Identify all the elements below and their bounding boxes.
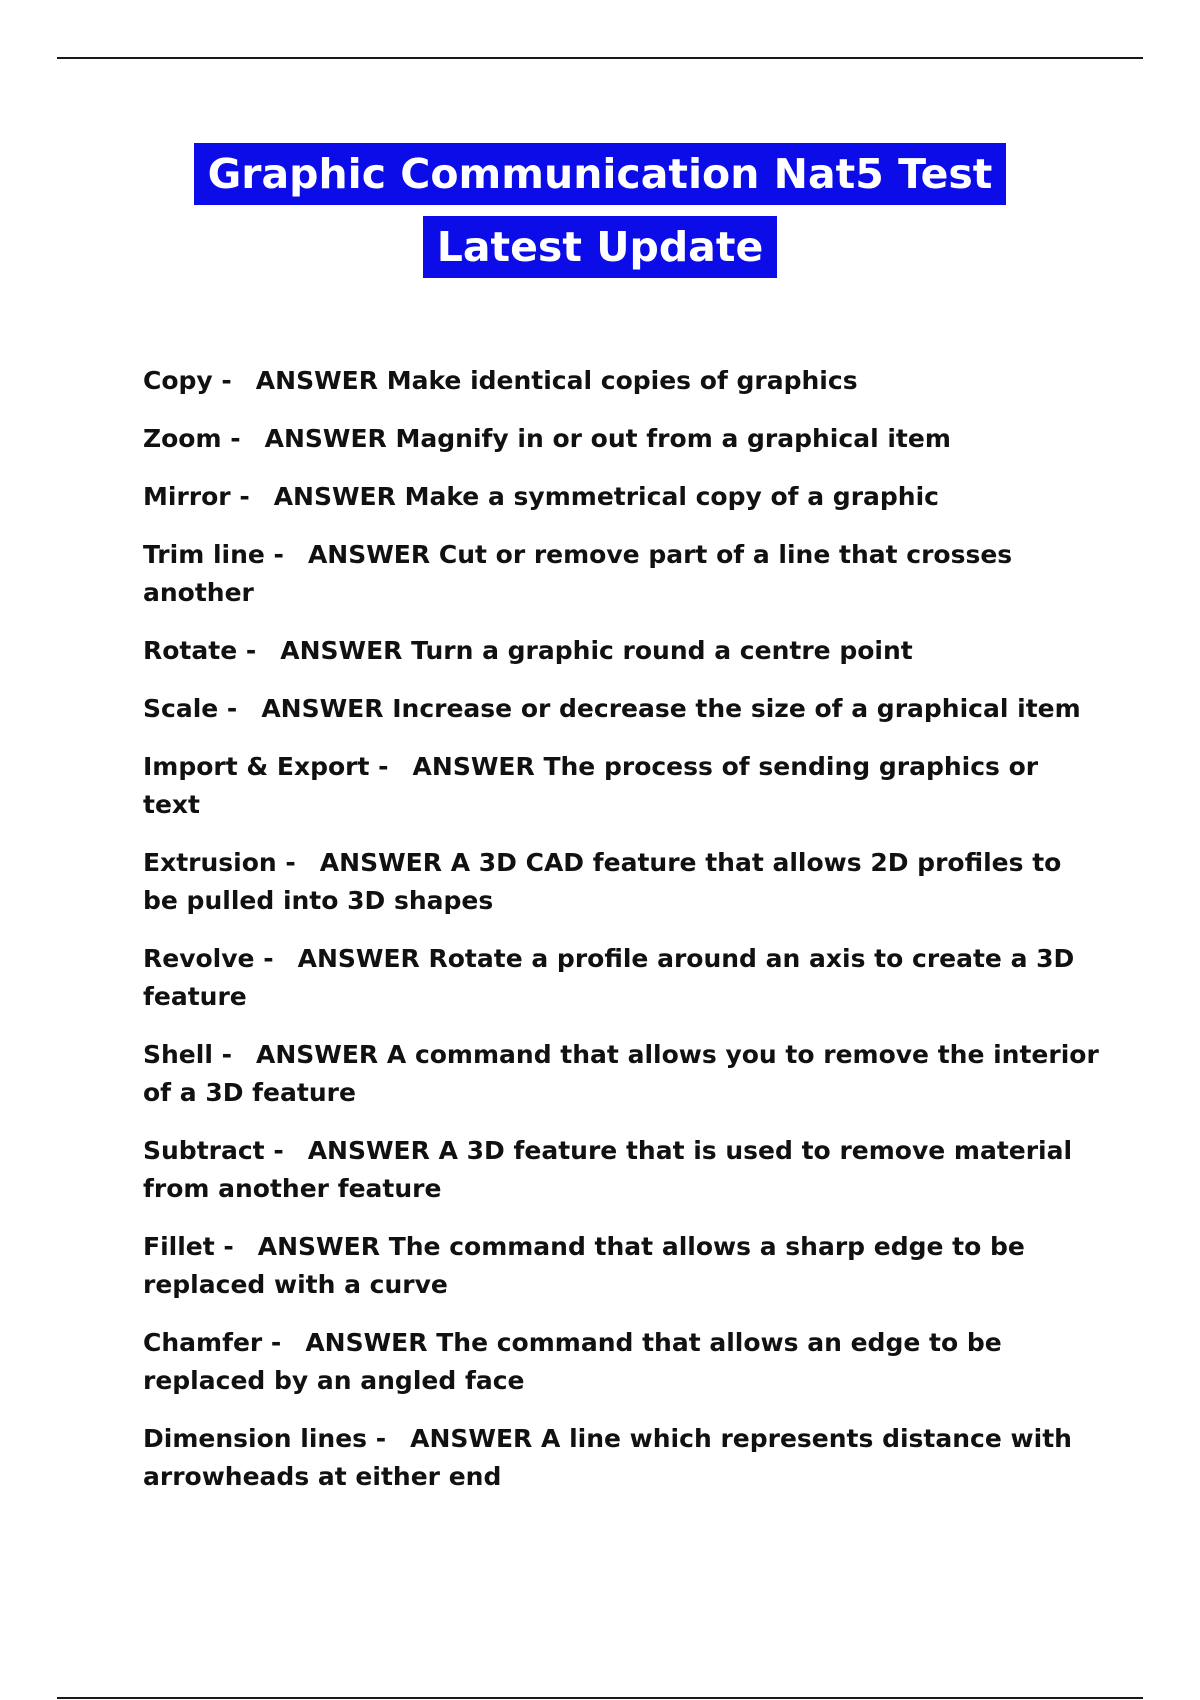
answer-label: ANSWER [319, 848, 442, 877]
answer-label: ANSWER [410, 1424, 533, 1453]
qa-answer: The process of sending graphics or text [143, 752, 1039, 819]
qa-item-chamfer [143, 1324, 1103, 1400]
qa-item-extrusion [143, 844, 1103, 920]
qa-term: Chamfer - [143, 1328, 282, 1357]
answer-label: ANSWER [307, 540, 431, 569]
answer-label: ANSWER [307, 1136, 430, 1165]
qa-answer: The command that allows a sharp edge to be replaced with a curve [143, 1232, 1025, 1299]
qa-item-mirror [143, 478, 1103, 516]
qa-item-revolve [143, 940, 1103, 1016]
answer-label: ANSWER [297, 944, 420, 973]
qa-answer: Magnify in or out from a graphical item [395, 424, 951, 453]
qa-answer: A 3D CAD feature that allows 2D profiles to be pulled into 3D shapes [143, 848, 1062, 915]
answer-label: ANSWER [257, 1232, 380, 1261]
qa-item-import-export [143, 748, 1103, 824]
qa-item-zoom [143, 420, 1103, 458]
qa-answer: Make a symmetrical copy of a graphic [404, 482, 939, 511]
top-rule [57, 57, 1143, 59]
bottom-rule [57, 1697, 1143, 1699]
qa-term: Import & Export - [143, 752, 389, 781]
qa-term: Trim line - [143, 540, 284, 569]
qa-answer: Increase or decrease the size of a graphical item [392, 694, 1081, 723]
qa-term: Extrusion - [143, 848, 296, 877]
qa-item-copy [143, 362, 1103, 400]
qa-term: Copy - [143, 366, 232, 395]
qa-term: Zoom - [143, 424, 241, 453]
qa-term: Shell - [143, 1040, 232, 1069]
qa-term: Fillet - [143, 1232, 234, 1261]
qa-answer: A line which represents distance with arrowheads at either end [143, 1424, 1072, 1491]
qa-answer: Rotate a profile around an axis to create a 3D feature [143, 944, 1075, 1011]
qa-answer: A 3D feature that is used to remove material from another feature [143, 1136, 1073, 1203]
qa-answer: Cut or remove part of a line that crosses another [143, 540, 1013, 607]
qa-term: Scale - [143, 694, 238, 723]
qa-answer: The command that allows an edge to be replaced by an angled face [143, 1328, 1002, 1395]
qa-term: Dimension lines - [143, 1424, 387, 1453]
qa-item-subtract [143, 1132, 1103, 1208]
qa-item-shell [143, 1036, 1103, 1112]
qa-term: Rotate - [143, 636, 257, 665]
answer-label: ANSWER [412, 752, 535, 781]
qa-answer: A command that allows you to remove the interior of a 3D feature [143, 1040, 1099, 1107]
qa-term: Subtract - [143, 1136, 284, 1165]
qa-term: Revolve - [143, 944, 274, 973]
title-line-2: Latest Update [423, 216, 778, 278]
qa-answer: Turn a graphic round a centre point [411, 636, 913, 665]
qa-list [143, 362, 1103, 1516]
answer-label: ANSWER [261, 694, 384, 723]
qa-item-rotate [143, 632, 1103, 670]
answer-label: ANSWER [305, 1328, 428, 1357]
answer-label: ANSWER [255, 366, 378, 395]
answer-label: ANSWER [273, 482, 396, 511]
qa-item-fillet [143, 1228, 1103, 1304]
qa-answer: Make identical copies of graphics [386, 366, 858, 395]
document-title [0, 143, 1200, 278]
answer-label: ANSWER [264, 424, 387, 453]
qa-term: Mirror - [143, 482, 250, 511]
qa-item-trim-line [143, 536, 1103, 612]
qa-item-scale [143, 690, 1103, 728]
title-line-1: Graphic Communication Nat5 Test [194, 143, 1007, 205]
answer-label: ANSWER [280, 636, 403, 665]
answer-label: ANSWER [255, 1040, 379, 1069]
qa-item-dimension-lines [143, 1420, 1103, 1496]
